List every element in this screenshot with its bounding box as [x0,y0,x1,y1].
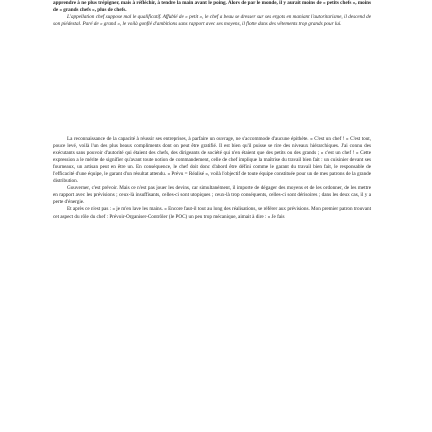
paragraph: L'appellation chef suppose mal le qualificatif. Affublé de « petit », le chef a beau se dresser sur ses ergots en maniant l'autoritarisme, il descend de son piédestal. Paré de « grand », le voilà gonflé d'ambitions sans rapport avec ses moyens, il flotte dans des vêtements trop grands pour lui. [53,14,371,28]
main-text-block [53,136,371,221]
paragraph: apprendre à ne plus trépigner, mais à réfléchir, à tendre la main avant le poing. Alors de par le monde, il y aurait moins de « petits chefs », moins de « grands chefs », plus de chefs. [53,0,371,14]
paragraph: Et après ce n'est pas : « je m'en lave les mains. » Encore faut-il tout au long des réalisations, se référer aux prévisions. Mon premier patron trouvant cet aspect du rôle du chef : Prévoir-Organiser-Contrôler (le POC) un peu trop mécanique, aimait à dire : « Je fais [53,206,371,220]
paragraph: Gouverner, c'est prévoir. Mais ce n'est pas jouer les devins, car simultanément, il importe de dégager des moyens et de les ordonner, de les mettre en rapport avec les prévisions ; ceux-là insuffisants, celles-ci sont utopiques ; ceux-là trop conséquents, celles-ci sont dérisoires ; dans les deux cas, il y a perte d'énergie. [53,185,371,206]
paragraph: La reconnaissance de la capacité à réussir ses entreprises, à parfaire un ouvrage, ne s'accommode d'aucune épithète. « C'est un chef ! » C'est tout, pouce levé, voilà l'un des plus beaux compliments dont on peut être gratifié. Il est bien qu'il puisse se rire des niveaux hiérarchiques. J'ai connu des exécutants sans pouvoir d'autorité qui étaient des chefs, des dirigeants de société qui n'en étaient que des petits ou des grands ; « c'est un chef ! » Cette expression a le mérite de signifier qu'avant toute notion de commandement, celle de chef implique la maîtrise du travail bien fait : un cuisinier devant ses fourneaux, un artisan peut en être un. En conséquence, le chef doit donc d'abord être défini comme le garant du travail bien fait, le responsable de l'efficacité d'une équipe, le garant d'un résultat attendu. « Prévu = Réalisé », voilà l'objectif de toute équipe constituée pour un de mes patrons de la grande distribution. [53,136,371,185]
top-text-block [53,0,371,28]
